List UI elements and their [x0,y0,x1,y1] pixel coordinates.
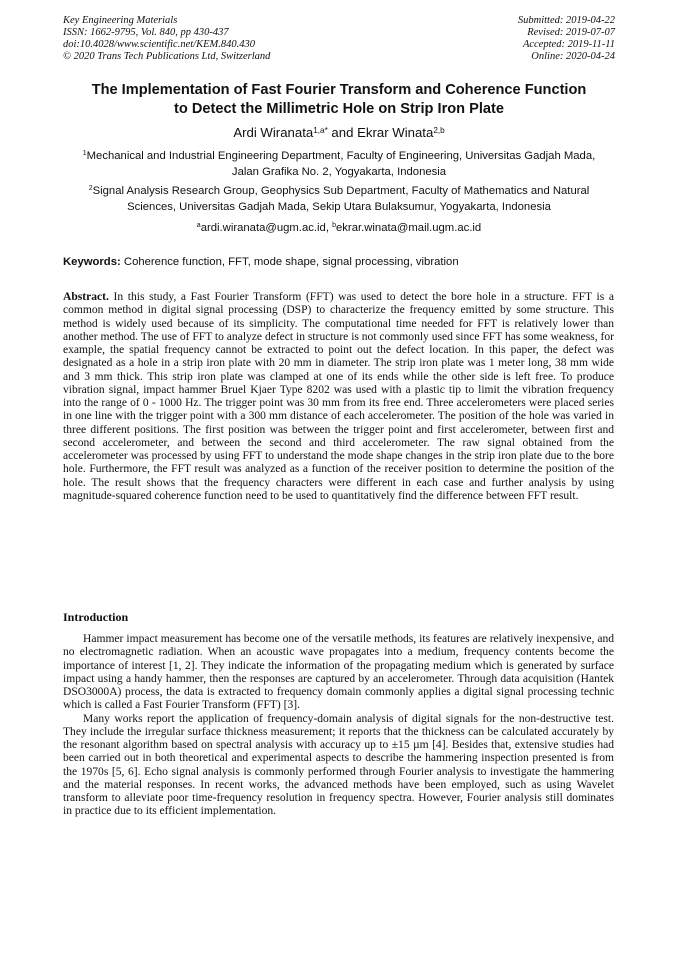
paper-title [50,81,628,118]
author-2: Ekrar Winata [357,125,434,140]
email-separator: , [325,222,333,234]
author-2-marker: 2,b [433,125,445,135]
author-1: Ardi Wiranata [233,125,314,140]
author-1-marker: 1,a* [313,125,328,135]
journal-name: Key Engineering Materials [63,15,178,26]
revised-date: Revised: 2019-07-07 [527,27,615,38]
keywords-label: Keywords: [63,256,121,268]
author-list [0,124,678,142]
affiliation-1-text: Mechanical and Industrial Engineering Department, Faculty of Engineering, Universitas Gadjah Mada, Jalan Grafika No. 2, Yogyakarta, Indonesia [86,150,596,178]
email-a-marker: a [196,222,201,230]
journal-info [63,15,270,63]
email-b-marker: b [332,222,336,230]
abstract-text: In this study, a Fast Fourier Transform (FFT) was used to detect the bore hole in a structure. FFT is a common method in digital signal processing (DSP) to characterize the frequency emitted by some structure. This method is widely used because of its simplicity. The computational time needed for FFT is relatively lower than another method. The use of FFT to analyze defect in structure is not commonly used since FFT has some weakness, for example, the spatial frequency cannot be extracted to point out the defect location. In this paper, the defect was designated as a hole in a strip iron plate with 20 mm in diameter. The strip iron plate was 1 meter long, 38 mm wide and 3 mm thick. This strip iron plate was clamped at one of its ends while the other side is left free. To produce vibration signal, impact hammer Bruel Kjaer Type 8202 was used with a plastic tip to limit the vibration frequency into the range of 0 - 1000 Hz. The trigger point was 30 mm from its free end. Three accelerometers were placed series in one line with the trigger point with a 300 mm distance of each accelerometer. The position of the hole was varied in three different positions. The first position was between the trigger point and first accelerometer, between first and second accelerometer, and between the second and third accelerometer. The raw signal obtained from the accelerometer was processed by using FFT to understand the mode shape changes in the strip iron plate due to the bore hole. Furthermore, the FFT result was analyzed as a function of the receiver position to determine the position of the hole. The result shows that the frequency characters were different in each case and further analysis by using magnitude-squared coherence function need to be used to quantitatively find the difference between FFT result. [63,291,614,502]
intro-paragraph-2: Many works report the application of frequency-domain analysis of digital signals for the non-destructive test. They include the irregular surface thickness measurement; it reports that the thickness can be calculated accurately by the resonant algorithm based on spectral analysis with accuracy up to ±15 µm [4]. Besides that, extensive studies had been carried out in both theoretical and experimental aspects to describe the hammering inspection presented is from the 1970s [5, 6]. Echo signal analysis is commonly performed through Fourier analysis to investigate the hammering and the material responses. In recent works, the advanced methods have been employed, such as using Wavelet transform to alleviate poor time-frequency resolution in frequency spectra. However, Fourier analysis still dominates in practice due to its efficient implementation. [63,712,614,818]
introduction-heading: Introduction [63,610,129,624]
doi-line: doi:10.4028/www.scientific.net/KEM.840.430 [63,39,255,50]
email-b: ekrar.winata@mail.ugm.ac.id [336,222,482,234]
affiliation-1 [72,149,606,180]
author-emails [0,220,678,236]
submitted-date: Submitted: 2019-04-22 [517,15,615,26]
date-info [518,15,615,63]
title-line-1: The Implementation of Fast Fourier Transform and Coherence Function [91,82,587,98]
keywords-text: Coherence function, FFT, mode shape, signal processing, vibration [120,256,459,268]
issn-line: ISSN: 1662-9795, Vol. 840, pp 430-437 [63,27,229,38]
affiliation-2-text: Signal Analysis Research Group, Geophysics Sub Department, Faculty of Mathematics and Natural Sciences, Universitas Gadjah Mada, Sekip Utara Bulaksumur, Yogyakarta, Indonesia [92,185,590,213]
abstract [63,291,614,503]
online-date: Online: 2020-04-24 [531,51,615,62]
email-a: ardi.wiranata@ugm.ac.id [200,222,326,234]
introduction-body [63,633,614,819]
affiliation-2-marker: 2 [88,185,93,193]
copyright-line: © 2020 Trans Tech Publications Ltd, Switzerland [63,51,271,62]
title-line-2: to Detect the Millimetric Hole on Strip Iron Plate [173,100,505,117]
intro-paragraph-1: Hammer impact measurement has become one of the versatile methods, its features are relatively inexpensive, and no electromagnetic radiation. When an acoustic wave propagates into a medium, frequency contents become the importance of interest [1, 2]. They indicate the information of the propagating medium which is generated by surface impact using a handy hammer, then the responses are captured by an accelerometer. Through data acquisition (Hantek DSO3000A) process, the data is extracted to frequency domain commonly applies a digital signal processing technic which is called a Fast Fourier Transform (FFT) [3]. [63,633,614,712]
keywords [63,255,623,270]
abstract-label: Abstract. [63,291,109,303]
author-and: and [327,125,358,140]
accepted-date: Accepted: 2019-11-11 [522,39,615,50]
affiliation-2 [72,184,606,215]
affiliation-1-marker: 1 [82,150,87,158]
